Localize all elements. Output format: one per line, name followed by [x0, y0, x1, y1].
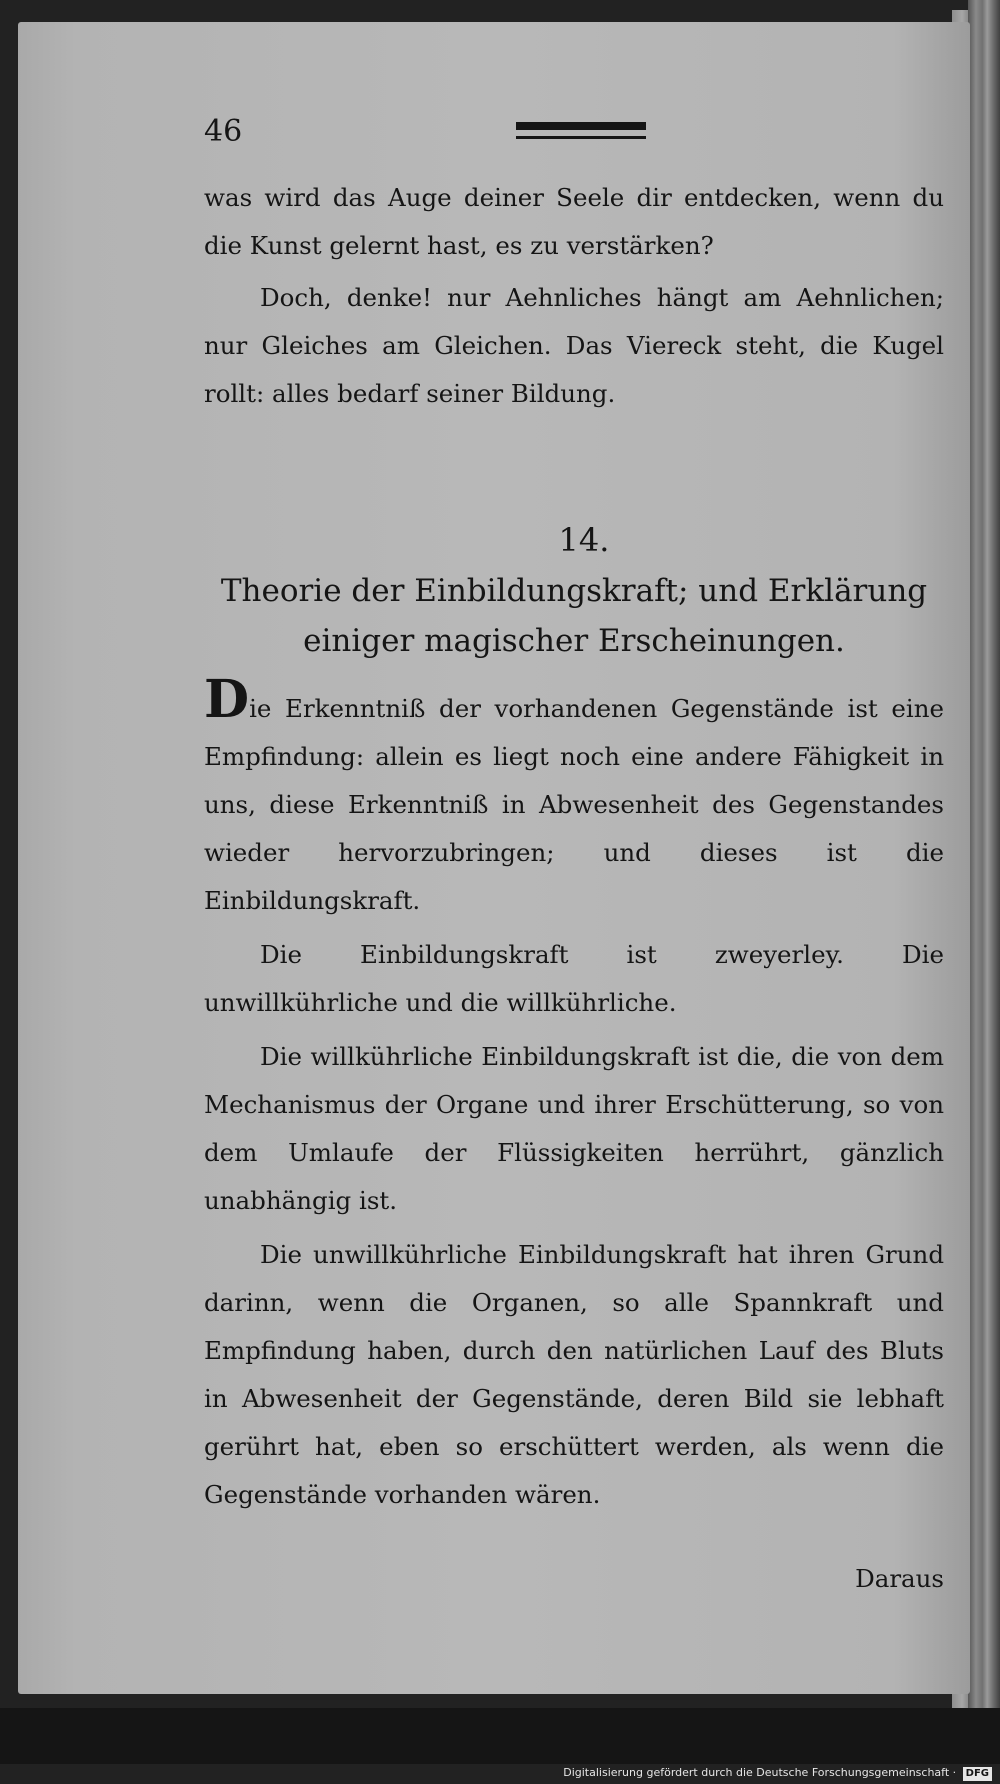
paragraph-3: Die willkührliche Einbildungskraft ist die, die von dem Mechanismus der Organe und ihrer Erschütterung, so von dem Umlaufe der Flüssigkeiten herrührt, gänzlich unabhängig ist.: [204, 1042, 944, 1215]
section-title-line-2: einiger magischer Erscheinungen.: [303, 623, 845, 659]
scan-bottom-band: [0, 1708, 1000, 1764]
carryover-paragraph: was wird das Auge deiner Seele dir entdecken, wenn du die Kunst gelernt hast, es zu verstärken?: [204, 183, 944, 260]
digitization-credit: [563, 1764, 992, 1782]
section-number: 14.: [558, 521, 610, 559]
paragraph-1: Die Erkenntniß der vorhandenen Gegenstände ist eine Empfindung: allein es liegt noch eine andere Fähigkeit in uns, diese Erkenntniß in Abwesenheit des Gegenstandes wieder hervorzubringen; und dieses ist die Einbildungskraft.: [204, 669, 944, 915]
page-text: [204, 112, 944, 1603]
header-ornament-rule: [516, 118, 646, 140]
section-title: [204, 566, 944, 666]
credit-text: Digitalisierung gefördert durch die Deutsche Forschungsgemeinschaft ·: [563, 1766, 957, 1779]
paragraph-2: Die Einbildungskraft ist zweyerley. Die unwillkührliche und die willkührliche.: [204, 940, 944, 1017]
paragraph-intro: Doch, denke! nur Aehnliches hängt am Aehnlichen; nur Gleiches am Gleichen. Das Viereck steht, die Kugel rollt: alles bedarf seiner Bildung.: [204, 283, 944, 408]
book-page-edges: [968, 0, 1000, 1750]
running-header: [204, 112, 944, 174]
catchword: Daraus: [855, 1564, 944, 1593]
section-title-line-1: Theorie der Einbildungskraft; und Erklärung: [220, 573, 928, 609]
dfg-logo: DFG: [963, 1767, 992, 1781]
paragraph-4: Die unwillkührliche Einbildungskraft hat ihren Grund darinn, wenn die Organen, so alle Spannkraft und Empfindung haben, durch den natürlichen Lauf des Bluts in Abwesenheit der Gegenstände, deren Bild sie lebhaft gerührt hat, eben so erschüttert werden, als wenn die Gegenstände vorhanden wären.: [204, 1240, 944, 1509]
page-number: 46: [204, 114, 243, 149]
